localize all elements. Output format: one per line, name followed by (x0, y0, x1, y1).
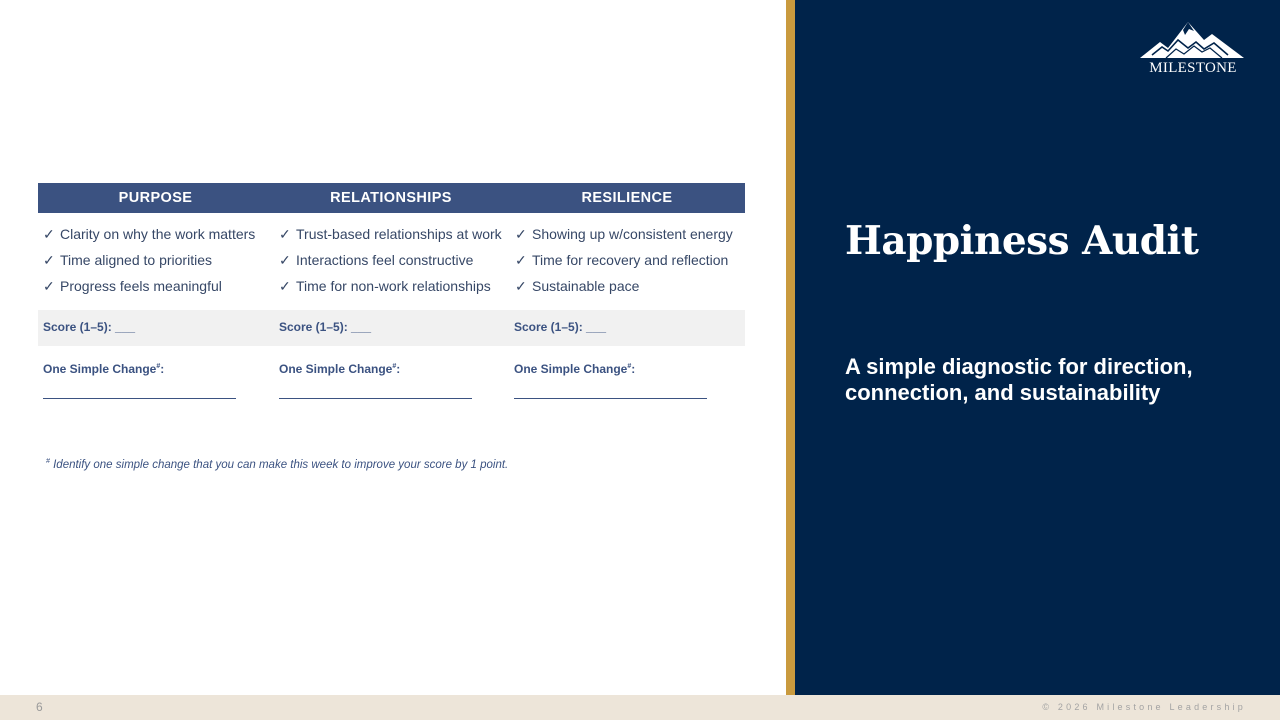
list-item (38, 275, 274, 301)
relationships-checklist (274, 223, 510, 301)
check-icon: ✓ (279, 278, 291, 294)
copyright-notice: © 2026 Milestone Leadership (1042, 702, 1246, 712)
purpose-checklist (38, 223, 274, 301)
purpose-score-label: Score (1–5): ___ (43, 320, 136, 334)
check-icon: ✓ (43, 226, 55, 242)
check-icon: ✓ (279, 226, 291, 242)
mountain-icon (1138, 18, 1248, 62)
resilience-change-line (514, 398, 707, 399)
check-icon: ✓ (515, 278, 527, 294)
item-text: Time aligned to priorities (60, 252, 212, 268)
relationships-score-label: Score (1–5): ___ (279, 320, 372, 334)
resilience-change-label: One Simple Change#: (514, 362, 636, 376)
resilience-score-label: Score (1–5): ___ (514, 320, 607, 334)
list-item (274, 275, 510, 301)
logo-wordmark: MILESTONE (1149, 60, 1237, 76)
footnote: # Identify one simple change that you can make this week to improve your score by 1 point. (46, 458, 509, 471)
item-text: Showing up w/consistent energy (532, 226, 733, 242)
gold-divider (786, 0, 795, 695)
purpose-change-line (43, 398, 236, 399)
column-heading-resilience: RESILIENCE (581, 190, 673, 206)
list-item (38, 249, 274, 275)
item-text: Progress feels meaningful (60, 278, 222, 294)
check-icon: ✓ (43, 252, 55, 268)
page-number: 6 (36, 700, 43, 714)
column-heading-purpose: PURPOSE (118, 190, 193, 206)
footer-bar (0, 695, 1280, 720)
score-row (38, 310, 745, 346)
purpose-change-label: One Simple Change#: (43, 362, 165, 376)
list-item (38, 223, 274, 249)
check-icon: ✓ (279, 252, 291, 268)
title-pane (795, 0, 1280, 695)
item-text: Trust-based relationships at work (296, 226, 502, 242)
check-icon: ✓ (515, 226, 527, 242)
milestone-logo (1138, 18, 1248, 78)
item-text: Time for recovery and reflection (532, 252, 729, 268)
relationships-change-line (279, 398, 472, 399)
slide-subtitle: A simple diagnostic for direction, connection, and sustainability (845, 354, 1193, 405)
check-icon: ✓ (515, 252, 527, 268)
audit-table-header (38, 183, 745, 213)
slide-title: Happiness Audit (845, 218, 1199, 264)
check-icon: ✓ (43, 278, 55, 294)
item-text: Sustainable pace (532, 278, 640, 294)
resilience-checklist (510, 223, 746, 301)
list-item (274, 249, 510, 275)
column-heading-relationships: RELATIONSHIPS (330, 190, 452, 206)
list-item (510, 249, 746, 275)
relationships-change-label: One Simple Change#: (279, 362, 401, 376)
list-item (510, 223, 746, 249)
item-text: Clarity on why the work matters (60, 226, 256, 242)
list-item (510, 275, 746, 301)
list-item (274, 223, 510, 249)
item-text: Time for non-work relationships (296, 278, 491, 294)
item-text: Interactions feel constructive (296, 252, 474, 268)
